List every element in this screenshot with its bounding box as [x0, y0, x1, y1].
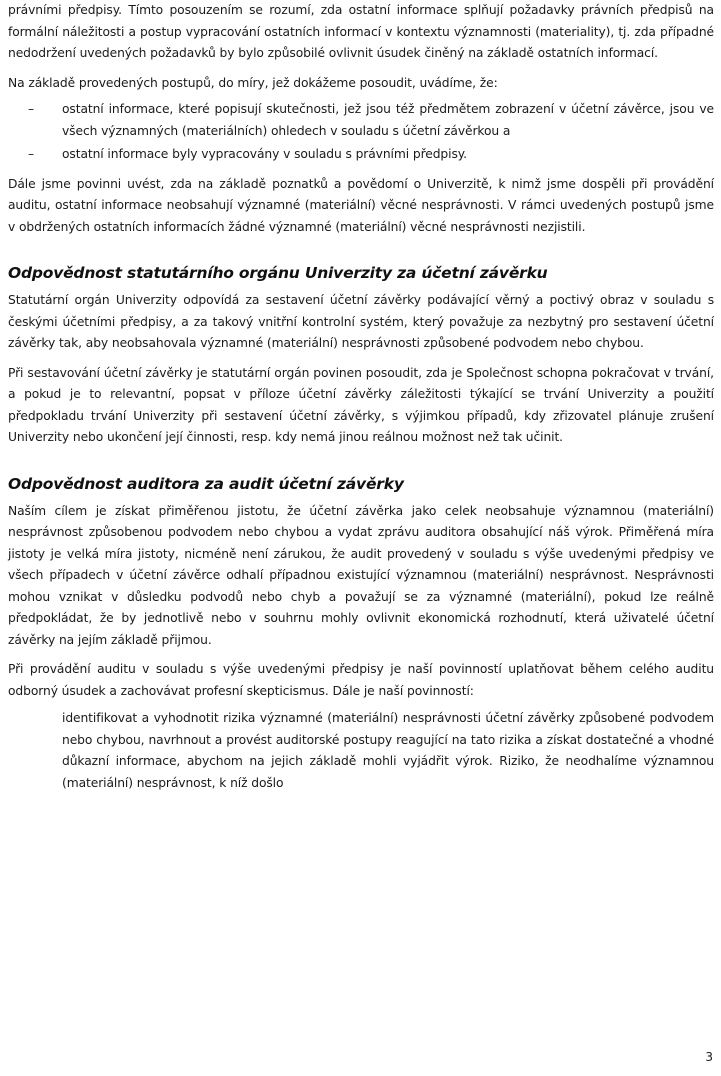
duties-list — [8, 708, 714, 794]
statutory-paragraph-1: Statutární orgán Univerzity odpovídá za sestavení účetní závěrky podávající věrný a poctivý obraz v souladu s českými účetními předpisy, a za takový vnitřní kontrolní systém, který považuje za nezbytný pro sestavení účetní závěrky tak, aby neobsahovala významné (materiální) nesprávnosti způsobené podvodem nebo chybou. — [8, 293, 714, 350]
list-item — [8, 99, 714, 142]
page-number: 3 — [705, 1050, 713, 1064]
statutory-paragraph-2: Při sestavování účetní závěrky je statutární orgán povinen posoudit, zda je Společnost schopna pokračovat v trvání, a pokud je to relevantní, popsat v příloze účetní závěrky záležitosti týkající se trvání Univerzity a použití předpokladu trvání Univerzity při sestavení účetní závěrky, s výjimkou případů, kdy zřizovatel plánuje zrušení Univerzity nebo ukončení její činnosti, resp. kdy nemá jinou reálnou možnost než tak učinit. — [8, 365, 714, 444]
dash-bullet: – — [28, 147, 35, 161]
auditor-paragraph-2: Při provádění auditu v souladu s výše uvedenými předpisy je naší povinností uplatňovat během celého auditu odborný úsudek a zachovávat profesní skepticismus. Dále je naší povinností: — [8, 662, 714, 698]
list-item-text: ostatní informace byly vypracovány v souladu s právními předpisy. — [62, 147, 467, 161]
section-heading-auditor: Odpovědnost auditora za audit účetní závěrky — [8, 474, 404, 493]
list-item-text: ostatní informace, které popisují skutečnosti, jež jsou též předmětem zobrazení v účetní závěrce, jsou ve všech významných (materiálních) ohledech v souladu s účetní závěrkou a — [62, 102, 714, 138]
list-item: identifikovat a vyhodnotit rizika významné (materiální) nesprávnosti účetní závěrky způsobené podvodem nebo chybou, navrhnout a provést auditorské postupy reagující na tato rizika a získat dostatečné a vhodné důkazní informace, abychom na jejich základě mohli vyjádřit výrok. Riziko, že neodhalíme významnou (materiální) nesprávnost, k níž došlo — [62, 711, 714, 790]
section-heading-statutory: Odpovědnost statutárního orgánu Univerzity za účetní závěrku — [8, 264, 548, 282]
dash-bullet: – — [28, 102, 35, 116]
further-paragraph: Dále jsme povinni uvést, zda na základě poznatků a povědomí o Univerzitě, k nimž jsme dospěli při provádění auditu, ostatní informace neobsahují významné (materiální) věcné nesprávnosti. V rámci uvedených postupů jsme v obdržených ostatních informacích žádné významné (materiální) věcné nesprávnosti nezjistili. — [8, 176, 714, 234]
auditor-paragraph-1: Naším cílem je získat přiměřenou jistotu, že účetní závěrka jako celek neobsahuje významnou (materiální) nesprávnost způsobenou podvodem nebo chybou a vydat zprávu auditora obsahující náš výrok. Přiměřená míra jistoty je velká míra jistoty, nicméně není zárukou, že audit provedený v souladu s výše uvedenými předpisy ve všech případech v účetní závěrce odhalí případnou existující významnou (materiální) nesprávnost. Nesprávnosti mohou vznikat v důsledku podvodů nebo chyb a považují se za významné (materiální), pokud lze reálně předpokládat, že by jednotlivě nebo v souhrnu mohly ovlivnit ekonomická rozhodnutí, která uživatelé účetní závěrky na jejím základě přijmou. — [8, 503, 714, 647]
list-item — [8, 144, 714, 166]
basis-paragraph: Na základě provedených postupů, do míry, jež dokážeme posoudit, uvádíme, že: — [8, 75, 498, 90]
findings-list — [8, 99, 714, 166]
document-page — [8, 0, 714, 794]
intro-paragraph: právními předpisy. Tímto posouzením se rozumí, zda ostatní informace splňují požadavky právních předpisů na formální náležitosti a postup vypracování ostatních informací v kontextu významnosti (materiality), tj. zda případné nedodržení uvedených požadavků by bylo způsobilé ovlivnit úsudek činěný na základě ostatních informací. — [8, 3, 714, 60]
